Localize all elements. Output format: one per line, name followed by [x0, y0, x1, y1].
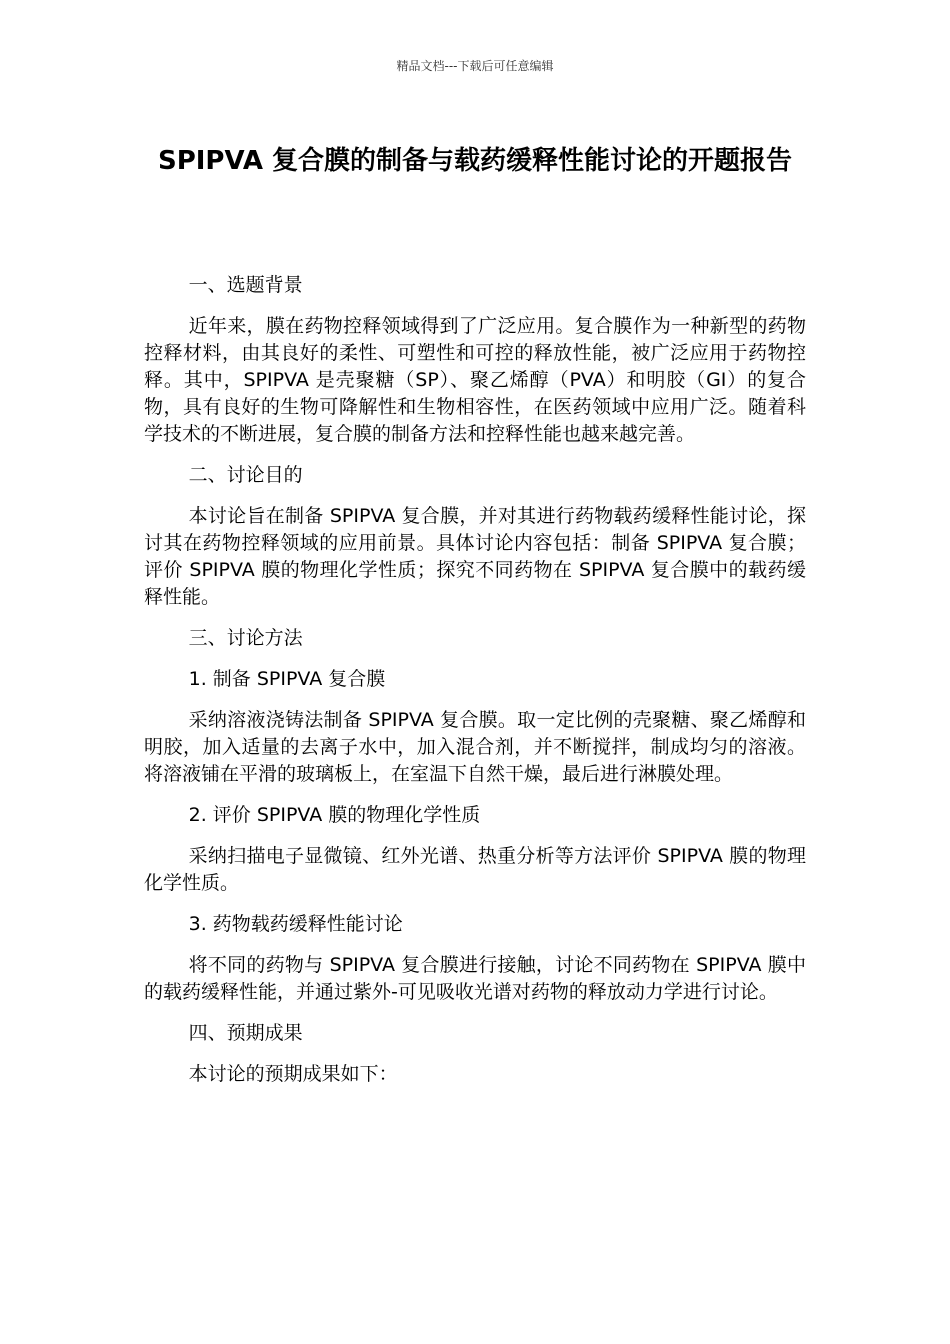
page-header: 精品文档---下载后可任意编辑	[396, 59, 554, 73]
paragraph-purpose: 本讨论旨在制备 SPIPVA 复合膜，并对其进行药物载药缓释性能讨论，探讨其在药物控释领域的应用前景。具体讨论内容包括：制备 SPIPVA 复合膜；评价 SPIPVA 膜的物理化学性质；探究不同药物在 SPIPVA 复合膜中的载药缓释性能。	[144, 505, 806, 608]
section-heading-methods: 三、讨论方法	[188, 627, 303, 649]
section-heading-expected-results: 四、预期成果	[188, 1022, 303, 1044]
paragraph-expected-results: 本讨论的预期成果如下：	[188, 1063, 398, 1085]
document-body	[144, 272, 806, 1102]
paragraph-preparation: 采纳溶液浇铸法制备 SPIPVA 复合膜。取一定比例的壳聚糖、聚乙烯醇和明胶，加入适量的去离子水中，加入混合剂，并不断搅拌，制成均匀的溶液。将溶液铺在平滑的玻璃板上，在室温下自然干燥，最后进行淋膜处理。	[144, 709, 806, 785]
section-heading-background: 一、选题背景	[188, 274, 303, 296]
paragraph-background: 近年来，膜在药物控释领域得到了广泛应用。复合膜作为一种新型的药物控释材料，由其良好的柔性、可塑性和可控的释放性能，被广泛应用于药物控释。其中，SPIPVA 是壳聚糖（SP）、聚乙烯醇（PVA）和明胶（GI）的复合物，具有良好的生物可降解性和生物相容性，在医药领域中应用广泛。随着科学技术的不断进展，复合膜的制备方法和控释性能也越来越完善。	[144, 315, 806, 445]
section-heading-purpose: 二、讨论目的	[188, 464, 303, 486]
paragraph-evaluation: 采纳扫描电子显微镜、红外光谱、热重分析等方法评价 SPIPVA 膜的物理化学性质。	[144, 845, 806, 894]
subsection-heading-preparation: 1. 制备 SPIPVA 复合膜	[188, 668, 386, 690]
document-title: SPIPVA 复合膜的制备与载药缓释性能讨论的开题报告	[157, 146, 793, 176]
subsection-heading-evaluation: 2. 评价 SPIPVA 膜的物理化学性质	[188, 804, 481, 826]
subsection-heading-drug-release: 3. 药物载药缓释性能讨论	[188, 913, 403, 935]
paragraph-drug-release: 将不同的药物与 SPIPVA 复合膜进行接触，讨论不同药物在 SPIPVA 膜中的载药缓释性能，并通过紫外-可见吸收光谱对药物的释放动力学进行讨论。	[144, 954, 806, 1003]
